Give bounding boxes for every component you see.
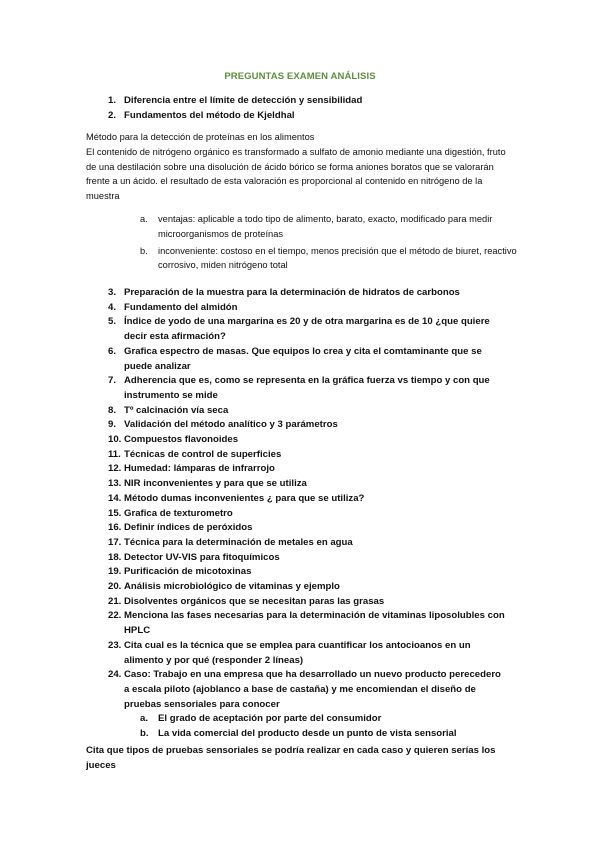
item-text: Fundamentos del método de Kjeldhal (124, 109, 295, 121)
item-text: Menciona las fases necesarias para la determinación de vitaminas liposolubles con HPLC (124, 610, 505, 637)
item-letter: a. (140, 713, 149, 725)
answer-body: El contenido de nitrógeno orgánico es transformado a sulfato de amonio mediante una digestión, fruto de una destilación sobre una disolución de ácido bórico se forma aniones boratos que se valorarán frente a un ácido. el resultado de esta valoración es proporcional al contenido en nitrógeno de la muestra (86, 146, 506, 202)
item-text: Fundamento del almidón (124, 301, 238, 313)
item-number: 15. (108, 507, 122, 519)
item-number: 20. (108, 581, 122, 593)
item-number: 7. (108, 375, 117, 387)
answer-points (140, 212, 520, 275)
list-item (140, 212, 520, 242)
list-item (108, 595, 508, 610)
item-text: inconveniente: costoso en el tiempo, menos precisión que el método de biuret, reactivo corrosivo, miden nitrógeno total (158, 245, 517, 271)
item-text: Diferencia entre el límite de detección y sensibilidad (124, 95, 363, 106)
item-number: 16. (108, 522, 122, 534)
question-list-main (108, 286, 508, 742)
item-text: Técnica para la determinación de metales en agua (124, 536, 353, 548)
item-number: 10. (108, 434, 122, 446)
list-item (108, 286, 508, 301)
list-item (108, 315, 508, 344)
item-text: Técnicas de control de superficies (124, 448, 282, 460)
closing-question: Cita que tipos de pruebas sensoriales se podría realizar en cada caso y quieren serías los jueces (86, 745, 496, 771)
item-text: Detector UV-VIS para fitoquímicos (124, 551, 280, 563)
item-text: Adherencia que es, como se representa en la gráfica fuerza vs tiempo y con que instrumento se mide (124, 375, 490, 401)
page-title: PREGUNTAS EXAMEN ANÁLISIS (224, 71, 376, 82)
list-item (108, 448, 508, 463)
list-item (108, 668, 508, 712)
item-text: Definir índices de peróxidos (124, 522, 253, 534)
list-item (108, 521, 508, 536)
list-item (108, 507, 508, 522)
item-number: 17. (108, 536, 122, 548)
item-number: 9. (108, 419, 117, 431)
list-item (108, 492, 508, 507)
list-item (108, 609, 508, 638)
answer-block (86, 130, 516, 204)
item-number: 5. (108, 316, 117, 328)
item-text: Grafica de texturometro (124, 507, 233, 519)
item-text: Cita cual es la técnica que se emplea para cuantificar los antocioanos en un alimento y por qué (responder 2 líneas) (124, 639, 471, 666)
list-item (140, 727, 508, 742)
item-number: 8. (108, 404, 117, 416)
item-number: 19. (108, 566, 122, 578)
item-letter: a. (140, 214, 148, 224)
item-text: Preparación de la muestra para la determinación de hidratos de carbonos (124, 287, 460, 298)
item-number: 13. (108, 478, 122, 490)
list-item (108, 565, 508, 580)
item-letter: b. (140, 245, 148, 256)
answer-heading: Método para la detección de proteínas en los alimentos (86, 132, 315, 142)
list-item (108, 551, 508, 566)
item-text: NIR inconvenientes y para que se utiliza (124, 478, 307, 490)
list-item (108, 109, 508, 124)
item-number: 4. (108, 301, 117, 313)
item-number: 6. (108, 345, 117, 357)
item-number: 14. (108, 492, 122, 504)
item-text: Tº calcinación vía seca (124, 404, 229, 416)
item-text: Caso: Trabajo en una empresa que ha desarrollado un nuevo producto perecedero a escala piloto (ajoblanco a base de castaña) y me encomiendan el diseño de pruebas sensoriales para conocer (124, 669, 501, 710)
item-number: 2. (108, 109, 117, 121)
list-item (108, 94, 508, 109)
item-text: Disolventes orgánicos que se necesitan paras las grasas (124, 595, 385, 607)
item-text: Índice de yodo de una margarina es 20 y de otra margarina es de 10 ¿que quiere decir esta afirmación? (124, 316, 490, 343)
list-item (108, 580, 508, 595)
item-text: Grafica espectro de masas. Que equipos lo crea y cita el comtaminante que se puede analizar (124, 345, 482, 372)
case-subpoints (108, 712, 508, 741)
list-item (140, 244, 520, 274)
item-text: ventajas: aplicable a todo tipo de alimento, barato, exacto, modificado para medir microorganismos de proteínas (158, 214, 493, 239)
list-item (108, 433, 508, 448)
item-number: 21. (108, 595, 122, 607)
list-item (140, 712, 508, 727)
item-number: 22. (108, 610, 122, 622)
item-text: Análisis microbiológico de vitaminas y ejemplo (124, 581, 340, 593)
item-text: La vida comercial del producto desde un punto de vista sensorial (158, 728, 457, 740)
list-item (108, 477, 508, 492)
item-number: 12. (108, 463, 122, 475)
list-item (108, 345, 508, 374)
list-item (108, 374, 508, 403)
list-item (108, 418, 508, 433)
item-number: 23. (108, 639, 122, 651)
list-item (108, 639, 508, 668)
item-number: 18. (108, 551, 122, 563)
item-text: Purificación de micotoxinas (124, 566, 252, 578)
item-text: El grado de aceptación por parte del consumidor (158, 713, 382, 725)
list-item (108, 301, 508, 316)
list-item (108, 462, 508, 477)
item-number: 11. (108, 448, 121, 460)
item-text: Método dumas inconvenientes ¿ para que se utiliza? (124, 492, 365, 504)
item-text: Validación del método analítico y 3 parámetros (124, 419, 338, 431)
list-item (108, 536, 508, 551)
item-text: Humedad: lámparas de infrarrojo (124, 463, 275, 475)
item-letter: b. (140, 728, 149, 740)
list-item (108, 404, 508, 419)
item-number: 24. (108, 669, 122, 681)
item-number: 3. (108, 287, 117, 298)
item-text: Compuestos flavonoides (124, 434, 239, 446)
item-number: 1. (108, 95, 117, 106)
question-list-top (108, 94, 508, 123)
